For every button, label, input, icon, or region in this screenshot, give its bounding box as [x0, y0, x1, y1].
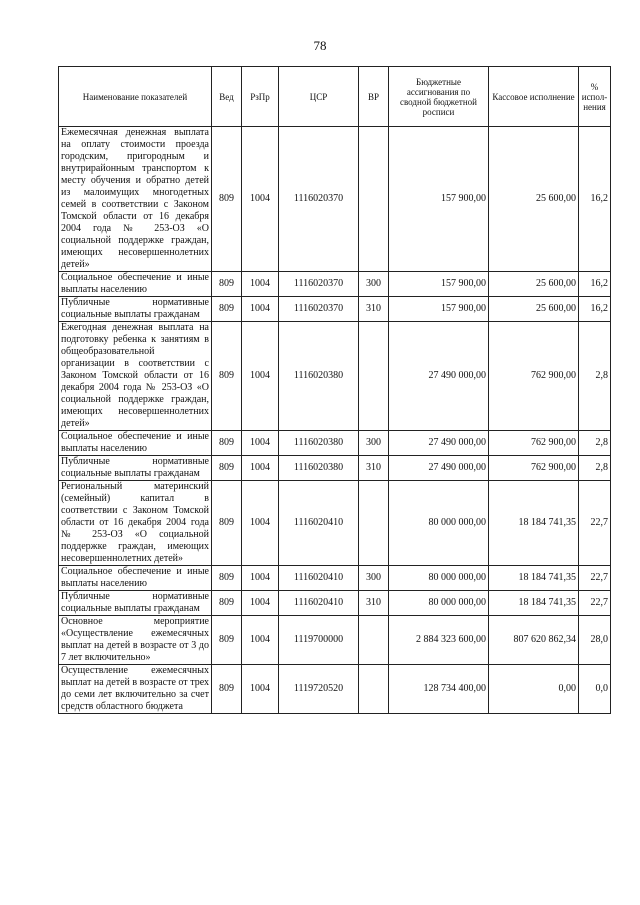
cell-name: Публичные нормативные социальные выплаты гражданам	[59, 456, 212, 481]
table-row	[59, 616, 611, 665]
header-vr: ВР	[359, 67, 389, 127]
cell-ved: 809	[212, 665, 242, 714]
cell-name: Публичные нормативные социальные выплаты гражданам	[59, 591, 212, 616]
cell-vr	[359, 322, 389, 431]
cell-rzpr: 1004	[242, 322, 279, 431]
cell-name: Социальное обеспечение и иные выплаты населению	[59, 431, 212, 456]
cell-budget: 27 490 000,00	[389, 456, 489, 481]
cell-vr	[359, 481, 389, 566]
cell-ved: 809	[212, 127, 242, 272]
table-row	[59, 566, 611, 591]
cell-pct: 28,0	[579, 616, 611, 665]
cell-name: Региональный материнский (семейный) капитал в соответствии с Законом Томской области от 16 декабря 2004 года № 253-ОЗ «О социальной поддержке граждан, имеющих несовершеннолетних детей»	[59, 481, 212, 566]
cell-vr: 300	[359, 272, 389, 297]
header-pct: % испол-нения	[579, 67, 611, 127]
table-row	[59, 127, 611, 272]
cell-cash: 18 184 741,35	[489, 566, 579, 591]
cell-csr: 1116020370	[279, 272, 359, 297]
page-number: 78	[313, 38, 327, 53]
table-row	[59, 297, 611, 322]
cell-vr	[359, 616, 389, 665]
cell-name: Ежегодная денежная выплата на подготовку ребенка к занятиям в общеобразовательной организации в соответствии с Законом Томской области от 16 декабря 2004 года № 253-ОЗ «О социальной поддержке граждан, имеющих несовершеннолетних детей»	[59, 322, 212, 431]
cell-budget: 157 900,00	[389, 127, 489, 272]
cell-csr: 1119700000	[279, 616, 359, 665]
cell-rzpr: 1004	[242, 297, 279, 322]
cell-budget: 27 490 000,00	[389, 431, 489, 456]
cell-csr: 1116020380	[279, 431, 359, 456]
cell-csr: 1116020410	[279, 481, 359, 566]
table-row	[59, 456, 611, 481]
cell-budget: 80 000 000,00	[389, 566, 489, 591]
cell-vr: 310	[359, 297, 389, 322]
cell-rzpr: 1004	[242, 127, 279, 272]
cell-pct: 22,7	[579, 591, 611, 616]
cell-cash: 762 900,00	[489, 456, 579, 481]
header-ved: Вед	[212, 67, 242, 127]
cell-budget: 157 900,00	[389, 272, 489, 297]
header-name: Наименование показателей	[59, 67, 212, 127]
table-row	[59, 481, 611, 566]
table-row	[59, 665, 611, 714]
table-row	[59, 591, 611, 616]
cell-vr	[359, 127, 389, 272]
cell-rzpr: 1004	[242, 591, 279, 616]
cell-rzpr: 1004	[242, 616, 279, 665]
cell-budget: 128 734 400,00	[389, 665, 489, 714]
header-budget: Бюджетные ассигнования по сводной бюджетной росписи	[389, 67, 489, 127]
cell-rzpr: 1004	[242, 456, 279, 481]
cell-csr: 1116020370	[279, 297, 359, 322]
cell-budget: 80 000 000,00	[389, 481, 489, 566]
table-row	[59, 272, 611, 297]
cell-pct: 2,8	[579, 456, 611, 481]
cell-rzpr: 1004	[242, 431, 279, 456]
cell-pct: 0,0	[579, 665, 611, 714]
cell-name: Социальное обеспечение и иные выплаты населению	[59, 566, 212, 591]
cell-ved: 809	[212, 591, 242, 616]
cell-csr: 1119720520	[279, 665, 359, 714]
table-header-row	[59, 67, 611, 127]
cell-csr: 1116020370	[279, 127, 359, 272]
cell-rzpr: 1004	[242, 272, 279, 297]
cell-vr: 310	[359, 591, 389, 616]
cell-vr: 300	[359, 431, 389, 456]
header-rzpr: РзПр	[242, 67, 279, 127]
cell-name: Основное мероприятие «Осуществление ежемесячных выплат на детей в возрасте от 3 до 7 лет включительно»	[59, 616, 212, 665]
cell-csr: 1116020410	[279, 566, 359, 591]
cell-cash: 25 600,00	[489, 272, 579, 297]
cell-pct: 2,8	[579, 431, 611, 456]
cell-csr: 1116020380	[279, 322, 359, 431]
cell-name: Осуществление ежемесячных выплат на детей в возрасте от трех до семи лет включительно за счет средств областного бюджета	[59, 665, 212, 714]
cell-ved: 809	[212, 456, 242, 481]
cell-rzpr: 1004	[242, 566, 279, 591]
cell-cash: 0,00	[489, 665, 579, 714]
cell-ved: 809	[212, 431, 242, 456]
cell-cash: 762 900,00	[489, 322, 579, 431]
table-row	[59, 431, 611, 456]
cell-pct: 16,2	[579, 272, 611, 297]
budget-execution-table	[58, 66, 611, 714]
cell-cash: 807 620 862,34	[489, 616, 579, 665]
cell-pct: 2,8	[579, 322, 611, 431]
cell-ved: 809	[212, 322, 242, 431]
cell-pct: 16,2	[579, 127, 611, 272]
cell-ved: 809	[212, 297, 242, 322]
cell-budget: 157 900,00	[389, 297, 489, 322]
cell-name: Ежемесячная денежная выплата на оплату стоимости проезда городским, пригородным и внутрирайонным транспортом к месту обучения и обратно детей из малоимущих многодетных семей в соответствии с Законом Томской области от 16 декабря 2004 года № 253-ОЗ «О социальной поддержке граждан, имеющих несовершеннолетних детей»	[59, 127, 212, 272]
header-csr: ЦСР	[279, 67, 359, 127]
cell-ved: 809	[212, 481, 242, 566]
cell-cash: 762 900,00	[489, 431, 579, 456]
cell-ved: 809	[212, 272, 242, 297]
cell-cash: 25 600,00	[489, 297, 579, 322]
cell-pct: 16,2	[579, 297, 611, 322]
cell-csr: 1116020410	[279, 591, 359, 616]
cell-ved: 809	[212, 616, 242, 665]
cell-ved: 809	[212, 566, 242, 591]
cell-name: Публичные нормативные социальные выплаты гражданам	[59, 297, 212, 322]
table-row	[59, 322, 611, 431]
cell-name: Социальное обеспечение и иные выплаты населению	[59, 272, 212, 297]
cell-vr: 310	[359, 456, 389, 481]
cell-cash: 25 600,00	[489, 127, 579, 272]
cell-pct: 22,7	[579, 481, 611, 566]
cell-budget: 27 490 000,00	[389, 322, 489, 431]
cell-cash: 18 184 741,35	[489, 481, 579, 566]
cell-vr	[359, 665, 389, 714]
cell-rzpr: 1004	[242, 665, 279, 714]
cell-cash: 18 184 741,35	[489, 591, 579, 616]
cell-csr: 1116020380	[279, 456, 359, 481]
header-cash: Кассовое исполнение	[489, 67, 579, 127]
cell-budget: 2 884 323 600,00	[389, 616, 489, 665]
cell-vr: 300	[359, 566, 389, 591]
cell-budget: 80 000 000,00	[389, 591, 489, 616]
cell-pct: 22,7	[579, 566, 611, 591]
cell-rzpr: 1004	[242, 481, 279, 566]
